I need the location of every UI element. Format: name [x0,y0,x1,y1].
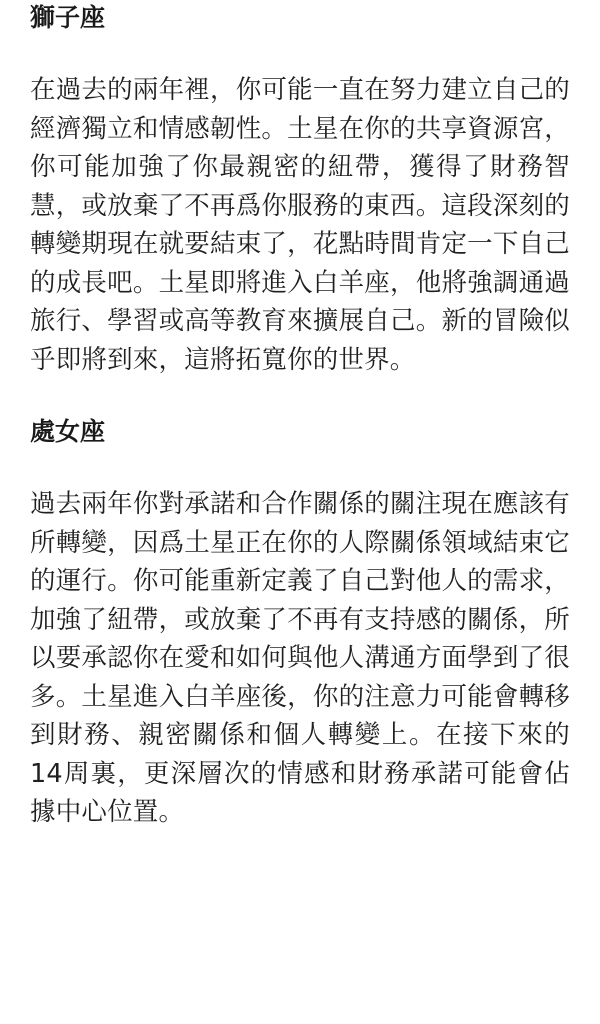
section-virgo [30,412,570,832]
section-body-leo: 在過去的兩年裡，你可能一直在努力建立自己的經濟獨立和情感韌性。土星在你的共享資源宮，你可能加強了你最親密的紐帶，獲得了財務智慧，或放棄了不再爲你服務的東西。這段深刻的轉變期現在就要結束了，花點時間肯定一下自己的成長吧。土星即將進入白羊座，他將強調通過旅行、學習或高等教育來擴展自己。新的冒險似乎即將到來，這將拓寬你的世界。 [30,75,570,375]
section-leo [30,0,570,379]
section-body-virgo: 過去兩年你對承諾和合作關係的關注現在應該有所轉變，因爲土星正在你的人際關係領域結束它的運行。你可能重新定義了自己對他人的需求，加強了紐帶，或放棄了不再有支持感的關係，所以要承認你在愛和如何與他人溝通方面學到了很多。土星進入白羊座後，你的注意力可能會轉移到財務、親密關係和個人轉變上。在接下來的14周裏，更深層次的情感和財務承諾可能會佔據中心位置。 [30,489,570,827]
section-heading-leo: 獅子座 [30,3,106,32]
section-heading-virgo: 處女座 [30,417,106,446]
